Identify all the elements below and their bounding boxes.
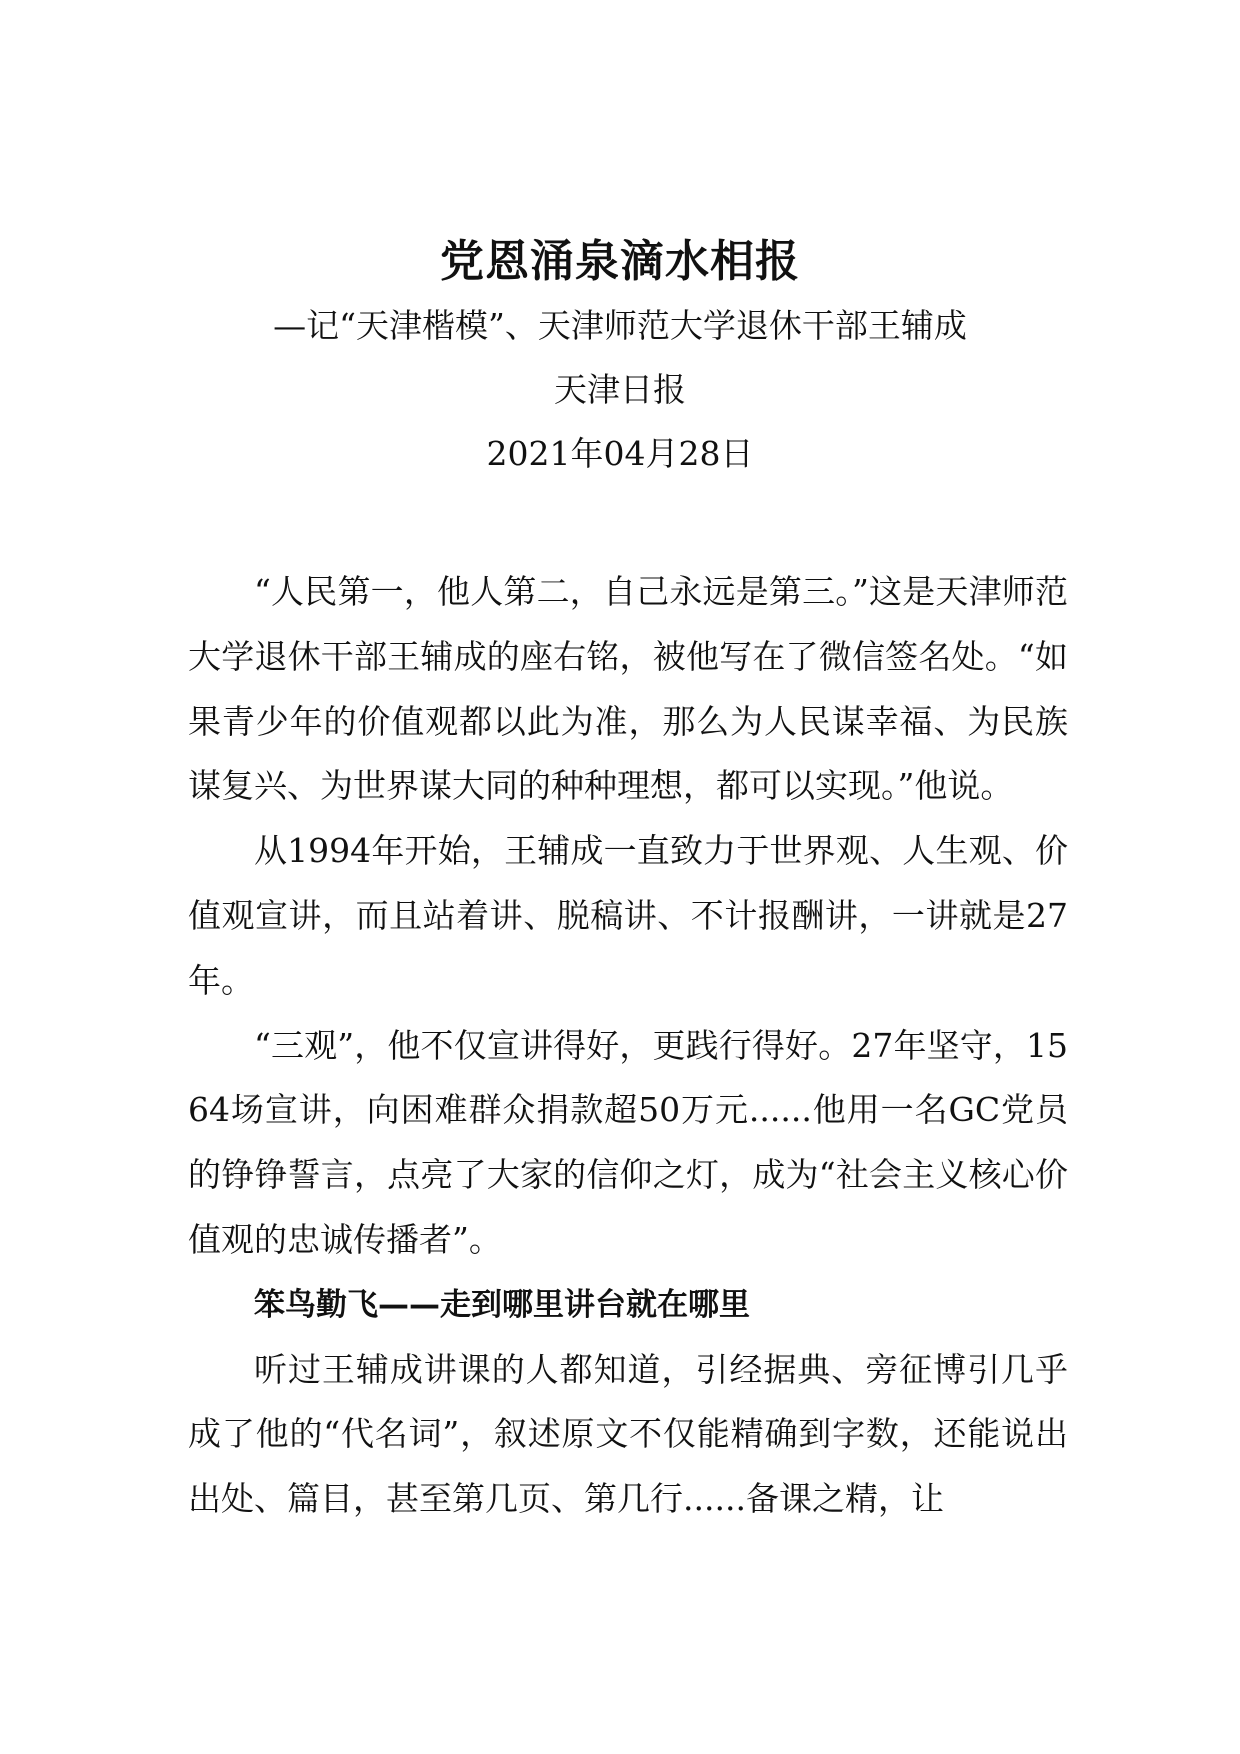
article-subtitle: —记“天津楷模”、天津师范大学退休干部王辅成 [273, 306, 967, 345]
article-date: 2021年04月28日 [486, 434, 754, 473]
body-paragraph: “三观”，他不仅宣讲得好，更践行得好。27年坚守，1564场宣讲，向困难群众捐款超50万元......他用一名GC党员的铮铮誓言，点亮了大家的信仰之灯，成为“社会主义核心价值观的忠诚传播者”。 [188, 1025, 1068, 1259]
body-paragraph: 听过王辅成讲课的人都知道，引经据典、旁征博引几乎成了他的“代名词”，叙述原文不仅能精确到字数，还能说出出处、篇目，甚至第几页、第几行......备课之精，让 [188, 1349, 1068, 1519]
article-title: 党恩涌泉滴水相报 [440, 236, 800, 287]
section-heading: 笨鸟勤飞——走到哪里讲台就在哪里 [254, 1286, 750, 1323]
body-paragraph: 从1994年开始，王辅成一直致力于世界观、人生观、价值观宣讲，而且站着讲、脱稿讲、不计报酬讲，一讲就是27年。 [188, 831, 1068, 1000]
article-body [188, 560, 1068, 1532]
article-source: 天津日报 [554, 370, 686, 409]
body-paragraph: “人民第一，他人第二，自己永远是第三。”这是天津师范大学退休干部王辅成的座右铭，被他写在了微信签名处。“如果青少年的价值观都以此为准，那么为人民谋幸福、为民族谋复兴、为世界谋大同的种种理想，都可以实现。”他说。 [188, 572, 1068, 806]
